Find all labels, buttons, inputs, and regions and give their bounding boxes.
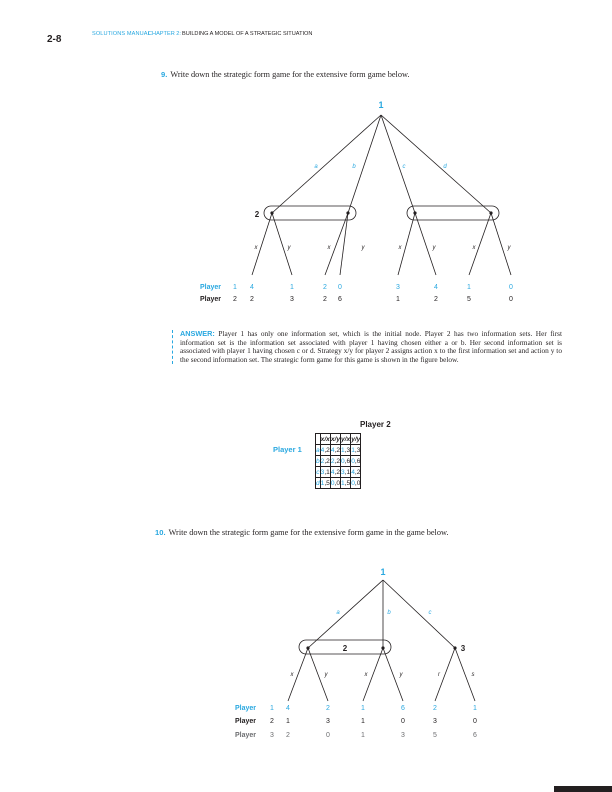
tree10-p2-payoff-3: 1 (361, 718, 365, 725)
tree10-p3-payoff-2: 0 (326, 732, 330, 739)
tree9-root-label: 1 (378, 100, 384, 110)
tree9-p2-label: Player (200, 296, 222, 303)
player2-payoff: ,0 (354, 479, 361, 487)
tree10-p2-payoff-6: 0 (473, 718, 477, 725)
tree9-p1-payoff-7: 1 (467, 284, 471, 291)
tree10-p1-num: 1 (270, 705, 274, 712)
row-header: b (316, 457, 320, 465)
player1-payoff: 4 (320, 446, 325, 454)
tree9-action-5: x (398, 245, 402, 251)
tree9-info-player-label: 2 (254, 210, 260, 219)
question-10-text: Write down the strategic form game for the extensive form game in the game below. (168, 528, 449, 537)
tree10-p3-num: 3 (270, 732, 274, 739)
tree10-p1-payoff-3: 1 (361, 705, 365, 712)
tree9-p2-num: 2 (233, 296, 237, 303)
manual-title: SOLUTIONS MANUAL (92, 31, 151, 37)
col-header: y/y (351, 435, 361, 443)
tree10-action-1: x (290, 672, 294, 678)
tree10-branch-a-label: a (336, 610, 340, 616)
tree10-p2-payoff-2: 3 (326, 718, 330, 725)
player2-payoff: ,5 (344, 479, 351, 487)
chapter-label: CHAPTER 2: (148, 31, 181, 37)
tree9-action-8: y (507, 245, 511, 251)
tree10-action-5: r (438, 672, 440, 678)
tree10-p3-payoff-4: 3 (401, 732, 405, 739)
player1-payoff: 0 (341, 457, 345, 465)
player2-payoff: ,2 (324, 446, 330, 454)
player1-payoff: 1 (320, 479, 325, 487)
tree10-p1-payoff-2: 2 (326, 705, 330, 712)
tree10-action-4: y (399, 672, 403, 678)
tree10-info-player-label: 2 (342, 644, 348, 653)
tree10-p3-payoff-3: 1 (361, 732, 365, 739)
tree10-p2-payoff-1: 1 (286, 718, 290, 725)
player2-payoff: ,1 (344, 468, 351, 476)
player1-payoff: 3 (320, 468, 325, 476)
page-number: 2-8 (47, 34, 62, 45)
col-header: x/y (330, 435, 341, 443)
tree9-action-2: y (287, 245, 291, 251)
tree9-p2-payoff-8: 0 (509, 296, 513, 303)
tree10-action-6: s (471, 672, 475, 678)
tree10-node3-label: 3 (460, 644, 466, 653)
player2-payoff: ,0 (334, 479, 341, 487)
player1-payoff: 1 (341, 479, 345, 487)
tree9-p2-payoff-2: 3 (290, 296, 294, 303)
player2-payoff: ,2 (324, 457, 330, 465)
player2-payoff: ,1 (324, 468, 330, 476)
player1-payoff: 0 (351, 457, 355, 465)
tree9-action-3: x (327, 245, 331, 251)
player2-payoff: ,3 (354, 446, 361, 454)
row-player-label: Player 1 (273, 445, 302, 454)
tree9-action-7: x (472, 245, 476, 251)
tree9-p2-payoff-4: 6 (338, 296, 342, 303)
tree9-p2-payoff-6: 2 (434, 296, 438, 303)
tree9-p1-payoff-5: 3 (396, 284, 400, 291)
player1-payoff: 4 (330, 446, 335, 454)
tree10-p1-payoff-6: 1 (473, 705, 477, 712)
tree10-p1-payoff-4: 6 (401, 705, 405, 712)
player2-payoff: ,5 (324, 479, 330, 487)
tree10-branch-b-label: b (387, 610, 391, 616)
row-header: d (316, 479, 320, 487)
question-9-number: 9. (161, 70, 168, 79)
tree10-p2-payoff-5: 3 (433, 718, 437, 725)
tree9-p2-payoff-5: 1 (396, 296, 400, 303)
tree10-action-3: x (364, 672, 368, 678)
question-10-number: 10. (155, 528, 166, 537)
tree9-p1-payoff-6: 4 (434, 284, 438, 291)
player2-payoff: ,2 (354, 468, 361, 476)
tree10-p3-payoff-5: 5 (433, 732, 437, 739)
player2-payoff: ,2 (334, 468, 341, 476)
tree9-p1-payoff-2: 1 (290, 284, 294, 291)
tree10-p1-payoff-1: 4 (286, 705, 290, 712)
tree10-p1-payoff-5: 2 (433, 705, 437, 712)
tree9-branch-c-label: c (402, 164, 406, 170)
tree9-p1-label: Player (200, 284, 222, 291)
answer-label: ANSWER: (180, 329, 215, 338)
tree10-p2-label: Player (235, 718, 257, 725)
tree10-root-label: 1 (380, 567, 386, 577)
tree9-action-1: x (254, 245, 258, 251)
tree10-branch-a (308, 580, 383, 648)
player1-payoff: 4 (330, 468, 335, 476)
page-tab (554, 786, 612, 792)
player2-payoff: ,6 (344, 457, 351, 465)
player1-payoff: 3 (341, 468, 345, 476)
tree10-p3-payoff-1: 2 (286, 732, 290, 739)
tree10-p2-payoff-4: 0 (401, 718, 405, 725)
chapter-title: BUILDING A MODEL OF A STRATEGIC SITUATION (182, 31, 313, 37)
question-9-text: Write down the strategic form game for the extensive form game below. (170, 70, 410, 79)
tree9-branch-d-label: d (443, 164, 447, 170)
tree9-p2-payoff-3: 2 (323, 296, 327, 303)
tree10-p1-label: Player (235, 705, 257, 712)
column-player-label: Player 2 (360, 420, 391, 429)
player2-payoff: ,6 (354, 457, 361, 465)
tree9-p1-payoff-4: 0 (338, 284, 342, 291)
tree9-p2-payoff-7: 5 (467, 296, 471, 303)
player2-payoff: ,2 (334, 446, 341, 454)
player1-payoff: 4 (351, 468, 355, 476)
tree9-p2-payoff-1: 2 (250, 296, 254, 303)
tree10-action-2: y (324, 672, 328, 678)
tree10-p2-num: 2 (270, 718, 274, 725)
player1-payoff: 2 (330, 457, 335, 465)
player1-payoff: 1 (341, 446, 345, 454)
player2-payoff: ,2 (334, 457, 341, 465)
tree9-p1-payoff-8: 0 (509, 284, 513, 291)
tree9-action-6: y (432, 245, 436, 251)
tree9-p1-num: 1 (233, 284, 237, 291)
tree9-branch-a-label: a (314, 164, 318, 170)
tree9-branch-b-label: b (352, 164, 356, 170)
tree10-branch-c-label: c (428, 610, 432, 616)
row-header: c (316, 468, 320, 476)
tree9-p1-payoff-3: 2 (323, 284, 327, 291)
col-header: y/x (341, 435, 351, 443)
answer-text: Player 1 has only one information set, which is the initial node. Player 2 has two information sets. Her first information set is the information set associated with player 1 having chosen either a or b. Her second information set is associated with player 1 having chosen c or d. Strategy x/y for player 2 assigns action x to the first information set and action y to the second information set. The strategic form game for this game is shown in the figure below. (180, 329, 562, 364)
tree9-p1-payoff-1: 4 (250, 284, 254, 291)
tree9-action-4: y (361, 245, 365, 251)
player1-payoff: 0 (351, 479, 355, 487)
player2-payoff: ,3 (344, 446, 351, 454)
tree10-p3-label: Player (235, 732, 257, 739)
tree10-p3-payoff-6: 6 (473, 732, 477, 739)
player1-payoff: 0 (330, 479, 335, 487)
tree10-branch-c (383, 580, 455, 648)
col-header: x/x (320, 435, 330, 443)
player1-payoff: 1 (351, 446, 355, 454)
row-header: a (316, 446, 320, 454)
player1-payoff: 2 (320, 457, 325, 465)
